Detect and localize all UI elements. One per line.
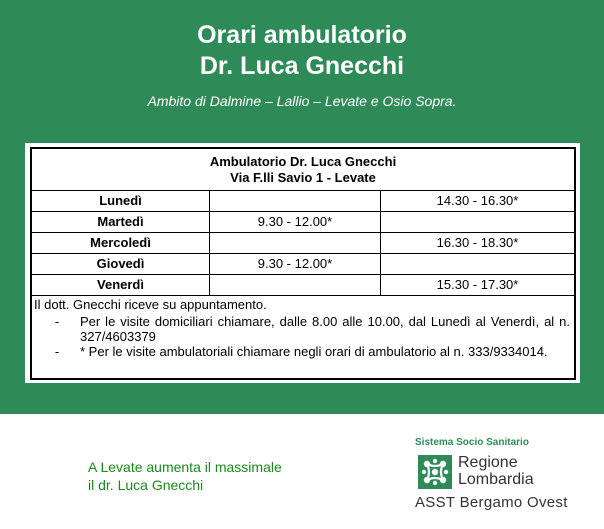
- afternoon-cell: 16.30 - 18.30*: [436, 235, 519, 250]
- schedule-title: Ambulatorio Dr. Luca Gnecchi: [209, 154, 397, 169]
- page-title: Orari ambulatorio: [197, 21, 407, 49]
- note-bullet: -: [54, 314, 60, 329]
- table-row: [32, 212, 574, 233]
- note-text: * Per le visite ambulatoriali chiamare negli orari di ambulatorio al n. 333/9334014.: [80, 344, 548, 359]
- note-text: Per le visite domiciliari chiamare, dalle 8.00 alle 10.00, dal Lunedì al Venerdì, al n. 327/4603379: [80, 314, 570, 344]
- logo-asst-label: ASST Bergamo Ovest: [415, 494, 568, 511]
- afternoon-cell: [381, 254, 574, 274]
- morning-cell: 9.30 - 12.00*: [210, 212, 381, 232]
- announcement-text: [88, 458, 282, 494]
- morning-cell: [210, 191, 381, 211]
- schedule-table: [30, 147, 576, 380]
- schedule-address: Via F.lli Savio 1 - Levate: [230, 170, 376, 185]
- afternoon-cell: [381, 212, 574, 232]
- table-row: [32, 233, 574, 254]
- table-row: [32, 191, 574, 212]
- rosa-camuna-icon: [418, 455, 452, 489]
- day-cell: Giovedì: [32, 254, 210, 274]
- day-cell: Martedì: [32, 212, 210, 232]
- notes-intro: Il dott. Gnecchi riceve su appuntamento.: [34, 297, 267, 312]
- announcement-line1: A Levate aumenta il massimale: [88, 459, 282, 475]
- schedule-header: [32, 149, 574, 191]
- regione-lombardia-logo: [415, 437, 590, 517]
- schedule-notes: [34, 297, 570, 359]
- logo-system-label: Sistema Socio Sanitario: [415, 437, 529, 448]
- day-cell: Mercoledì: [32, 233, 210, 253]
- note-item: [34, 314, 570, 344]
- day-cell: Lunedì: [32, 191, 210, 211]
- afternoon-cell: 14.30 - 16.30*: [436, 193, 519, 208]
- area-subtitle: Ambito di Dalmine – Lallio – Levate e Osio Sopra.: [147, 93, 457, 109]
- note-bullet: -: [54, 344, 60, 359]
- morning-cell: [210, 233, 381, 253]
- afternoon-cell: 15.30 - 17.30*: [436, 277, 519, 292]
- logo-region-line2: Lombardia: [458, 471, 534, 488]
- schedule-card: [25, 143, 580, 383]
- logo-region-line1: Regione: [458, 454, 518, 471]
- table-row: [32, 275, 574, 296]
- table-row: [32, 254, 574, 275]
- doctor-name-title: Dr. Luca Gnecchi: [199, 52, 405, 80]
- morning-cell: 9.30 - 12.00*: [210, 254, 381, 274]
- morning-cell: [210, 275, 381, 295]
- note-item: [34, 344, 570, 359]
- announcement-line2: il dr. Luca Gnecchi: [88, 477, 204, 493]
- day-cell: Venerdì: [32, 275, 210, 295]
